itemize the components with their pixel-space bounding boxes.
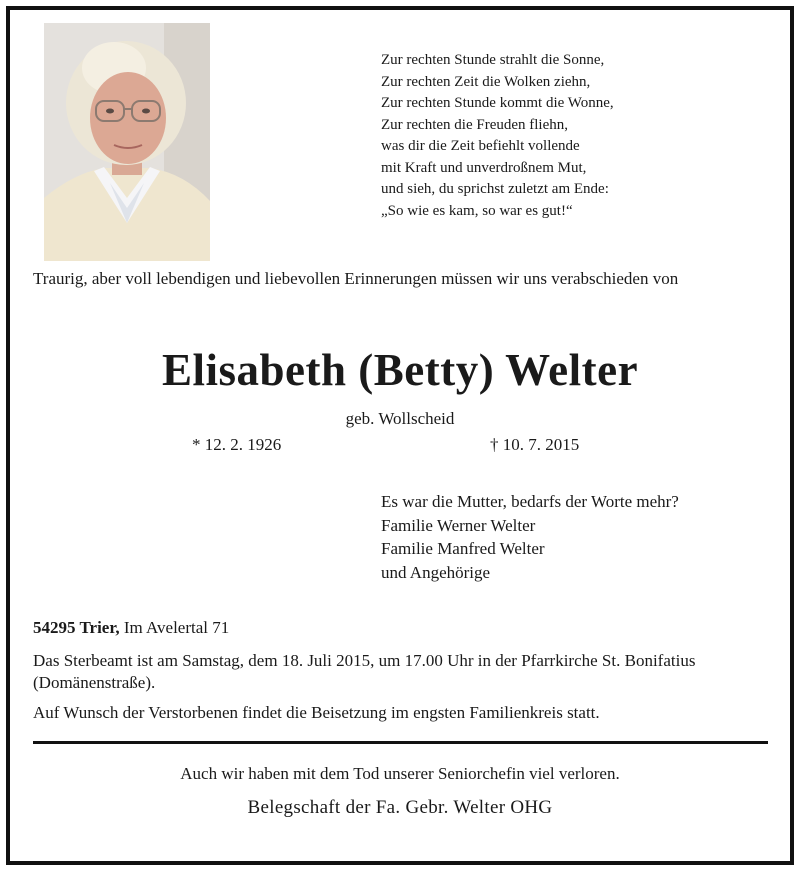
poem-line: und sieh, du sprichst zuletzt am Ende: (381, 181, 609, 197)
mass-notice: Das Sterbeamt ist am Samstag, dem 18. Juli 2015, um 17.00 Uhr in der Pfarrkirche St. Bonifatius (Domänenstraße). (33, 651, 696, 692)
portrait-illustration (44, 23, 210, 261)
death-date: † 10. 7. 2015 (490, 435, 580, 454)
mourners-block (381, 490, 679, 584)
poem-line: Zur rechten Stunde kommt die Wonne, (381, 95, 614, 111)
poem-line: Zur rechten Stunde strahlt die Sonne, (381, 52, 605, 68)
mourners-line: Familie Werner Welter (381, 515, 536, 535)
poem-line: Zur rechten Zeit die Wolken ziehn, (381, 73, 591, 90)
mourners-line: Familie Manfred Welter (381, 539, 545, 558)
mourners-line: Es war die Mutter, bedarfs der Worte mehr? (381, 492, 679, 511)
poem-line: was dir die Zeit befiehlt vollende (381, 138, 580, 154)
poem-line: Zur rechten die Freuden fliehn, (381, 116, 569, 133)
maiden-name: geb. Wollscheid (345, 409, 455, 428)
address (33, 618, 229, 638)
address-street: Im Avelertal 71 (123, 618, 230, 637)
portrait-photo (44, 23, 210, 261)
mourners-line: und Angehörige (381, 562, 491, 582)
burial-notice: Auf Wunsch der Verstorbenen findet die Beisetzung im engsten Familienkreis statt. (33, 703, 600, 722)
birth-date: * 12. 2. 1926 (192, 435, 282, 454)
deceased-name: Elisabeth (Betty) Welter (161, 345, 639, 395)
intro-text: Traurig, aber voll lebendigen und liebevollen Erinnerungen müssen wir uns verabschieden von (33, 269, 679, 288)
divider (33, 741, 768, 744)
poem-line: mit Kraft und unverdroßnem Mut, (381, 159, 587, 176)
poem-line: „So wie es kam, so war es gut!“ (381, 202, 573, 219)
company-note: Auch wir haben mit dem Tod unserer Seniorchefin viel verloren. (180, 764, 620, 783)
address-city: 54295 Trier, (33, 618, 120, 637)
company-name: Belegschaft der Fa. Gebr. Welter OHG (247, 797, 553, 818)
poem (381, 50, 614, 222)
